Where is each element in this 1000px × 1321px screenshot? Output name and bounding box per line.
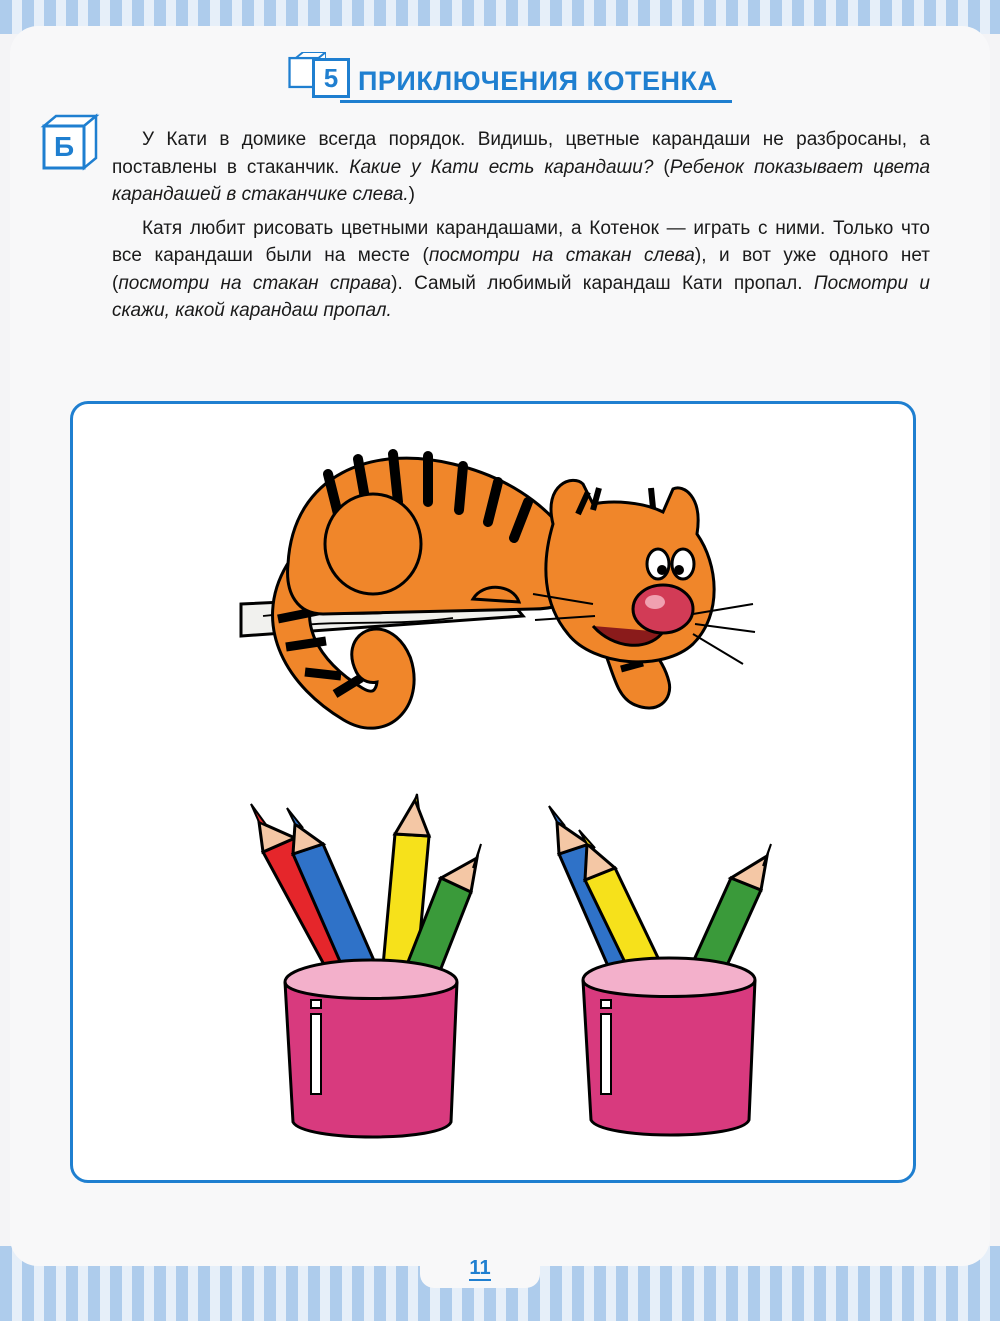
section-badge [40, 112, 100, 172]
hint-right-cup: посмотри на стакан справа [118, 272, 392, 294]
title-underline [340, 100, 732, 103]
cat-illustration [278, 454, 755, 710]
section-letter: Б [53, 131, 75, 162]
text-run: ). Самый любимый карандаш Кати пропал. [391, 272, 814, 294]
lesson-header [278, 48, 738, 108]
right-cup [583, 958, 755, 1135]
paragraph-1 [112, 126, 930, 209]
lesson-number: 5 [312, 58, 350, 98]
parent-note: Ребенок показывает цвета карандашей в стаканчике слева. [112, 156, 931, 205]
text-run: ) [408, 184, 415, 205]
instruction-text [112, 126, 930, 325]
page-number [420, 1248, 540, 1288]
hint-left-cup: посмотри на стакан слева [428, 245, 695, 266]
left-cup [285, 960, 457, 1137]
question-text: Какие у Кати есть карандаши? [349, 156, 654, 178]
text-run: ), и вот уже одного нет ( [112, 245, 930, 294]
text-run: ( [653, 156, 670, 178]
page-number-text: 11 [469, 1257, 491, 1279]
left-cup-group [251, 794, 481, 1137]
right-cup-group [549, 806, 771, 1135]
text-run: Катя любит рисовать цветными карандашами, а Котенок — играть с ними. Только что все карандаши были на месте ( [112, 217, 930, 266]
task-question: Посмотри и скажи, какой карандаш пропал. [112, 272, 930, 321]
text-run: У Кати в домике всегда порядок. Видишь, цветные карандаши не разбросаны, а поставлены в стаканчик. [112, 129, 930, 178]
illustration-frame [70, 401, 916, 1183]
illustration [73, 404, 913, 1180]
paragraph-2 [112, 215, 930, 325]
page-title: ПРИКЛЮЧЕНИЯ КОТЕНКА [358, 66, 718, 96]
